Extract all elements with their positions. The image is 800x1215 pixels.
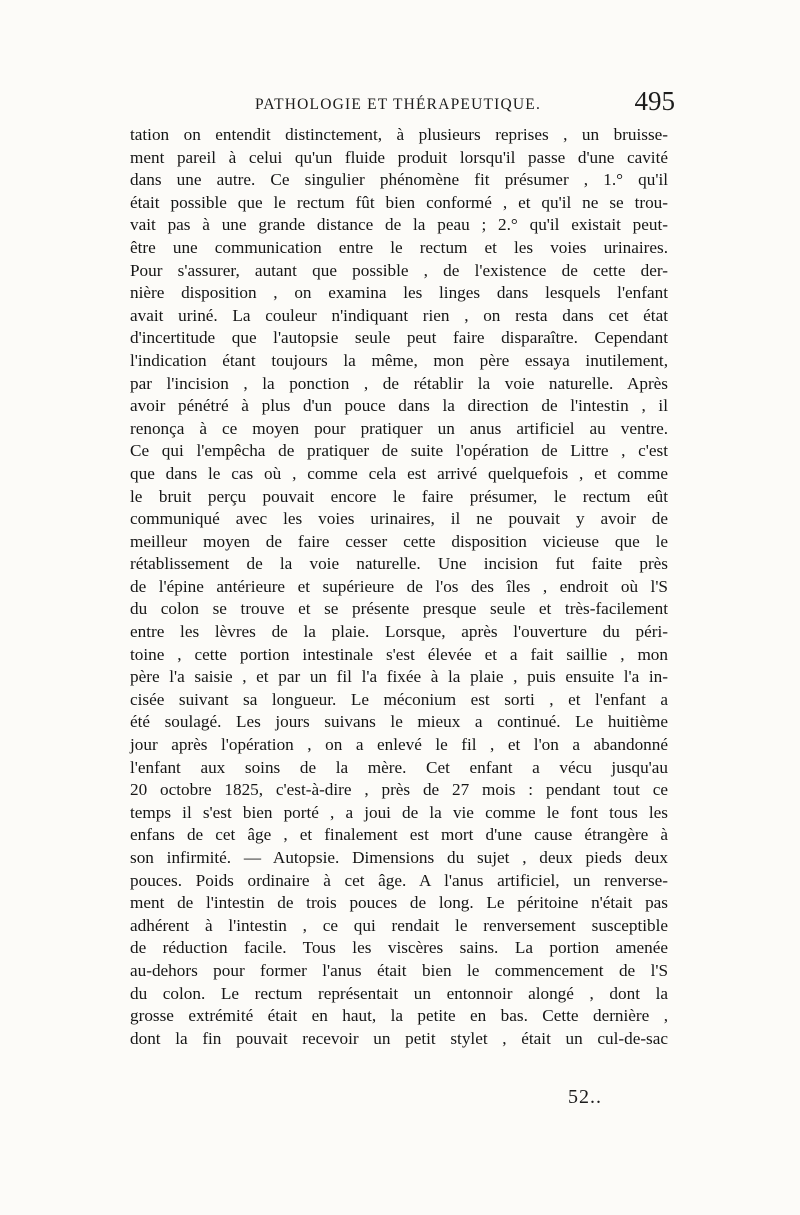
text-line: Ce qui l'empêcha de pratiquer de suite l'opération de Littre , c'est [130,441,668,461]
text-line: était possible que le rectum fût bien conformé , et qu'il ne se trou- [130,192,668,212]
text-line: au-dehors pour former l'anus était bien le commencement de l'S [130,960,668,980]
text-line: tation on entendit distinctement, à plusieurs reprises , un bruisse- [130,125,668,144]
text-line: ment de l'intestin de trois pouces de long. Le péritoine n'était pas [130,893,668,913]
text-line: temps il s'est bien porté , a joui de la vie comme le font tous les [130,802,668,822]
text-line: dans une autre. Ce singulier phénomène fit présumer , 1.° qu'il [130,170,668,190]
text-line: jour après l'opération , on a enlevé le fil , et l'on a abandonné [130,735,668,755]
text-line: le bruit perçu pouvait encore le faire présumer, le rectum eût [130,486,668,506]
text-line: pouces. Poids ordinaire à cet âge. A l'anus artificiel, un renverse- [130,870,668,890]
text-line: ment pareil à celui qu'un fluide produit lorsqu'il passe d'une cavité [130,147,668,167]
text-line: du colon se trouve et se présente presque seule et très-facilement [130,599,668,619]
text-line: grosse extrémité était en haut, la petite en bas. Cette dernière , [130,1006,668,1026]
text-line: rétablissement de la voie naturelle. Une incision fut faite près [130,554,668,574]
text-line: de réduction facile. Tous les viscères sains. La portion amenée [130,938,668,958]
page-header [255,88,675,128]
text-line: renonça à ce moyen pour pratiquer un anus artificiel au ventre. [130,418,668,438]
text-line: communiqué avec les voies urinaires, il ne pouvait y avoir de [130,509,668,529]
text-line: être une communication entre le rectum et les voies urinaires. [130,237,668,257]
text-line: l'enfant aux soins de la mère. Cet enfant a vécu jusqu'au [130,757,668,777]
text-line: avoir pénétré à plus d'un pouce dans la direction de l'intestin , il [130,396,668,416]
text-line: l'indication étant toujours la même, mon père essaya inutilement, [130,350,668,370]
body-text [130,124,668,1050]
text-line: été soulagé. Les jours suivans le mieux a continué. Le huitième [130,712,668,732]
text-line: père l'a saisie , et par un fil l'a fixée à la plaie , puis ensuite l'a in- [130,667,668,687]
text-line: toine , cette portion intestinale s'est élevée et a fait saillie , mon [130,644,668,664]
text-line: du colon. Le rectum représentait un entonnoir alongé , dont la [130,983,668,1003]
running-title: PATHOLOGIE ET THÉRAPEUTIQUE. [255,96,542,113]
signature-mark: 52.. [568,1086,602,1108]
text-line: cisée suivant sa longueur. Le méconium est sorti , et l'enfant a [130,689,668,709]
text-line: par l'incision , la ponction , de rétablir la voie naturelle. Après [130,373,668,393]
text-line: entre les lèvres de la plaie. Lorsque, après l'ouverture du péri- [130,622,668,642]
text-line: d'incertitude que l'autopsie seule peut faire disparaître. Cependant [130,328,668,348]
text-line: avait uriné. La couleur n'indiquant rien , on resta dans cet état [130,305,668,325]
text-line: dont la fin pouvait recevoir un petit stylet , était un cul-de-sac [130,1028,668,1048]
text-line: que dans le cas où , comme cela est arrivé quelquefois , et comme [130,463,668,483]
text-line: nière disposition , on examina les linges dans lesquels l'enfant [130,283,668,303]
text-line: meilleur moyen de faire cesser cette disposition vicieuse que le [130,531,668,551]
text-line: vait pas à une grande distance de la peau ; 2.° qu'il existait peut- [130,215,668,235]
text-line: enfans de cet âge , et finalement est mort d'une cause étrangère à [130,825,668,845]
page-number: 495 [634,86,675,116]
text-line: Pour s'assurer, autant que possible , de l'existence de cette der- [130,260,668,280]
text-line: adhérent à l'intestin , ce qui rendait le renversement susceptible [130,915,668,935]
text-line: son infirmité. — Autopsie. Dimensions du sujet , deux pieds deux [130,848,668,867]
text-line: 20 octobre 1825, c'est-à-dire , près de 27 mois : pendant tout ce [130,780,668,800]
text-line: de l'épine antérieure et supérieure de l'os des îles , endroit où l'S [130,576,668,596]
